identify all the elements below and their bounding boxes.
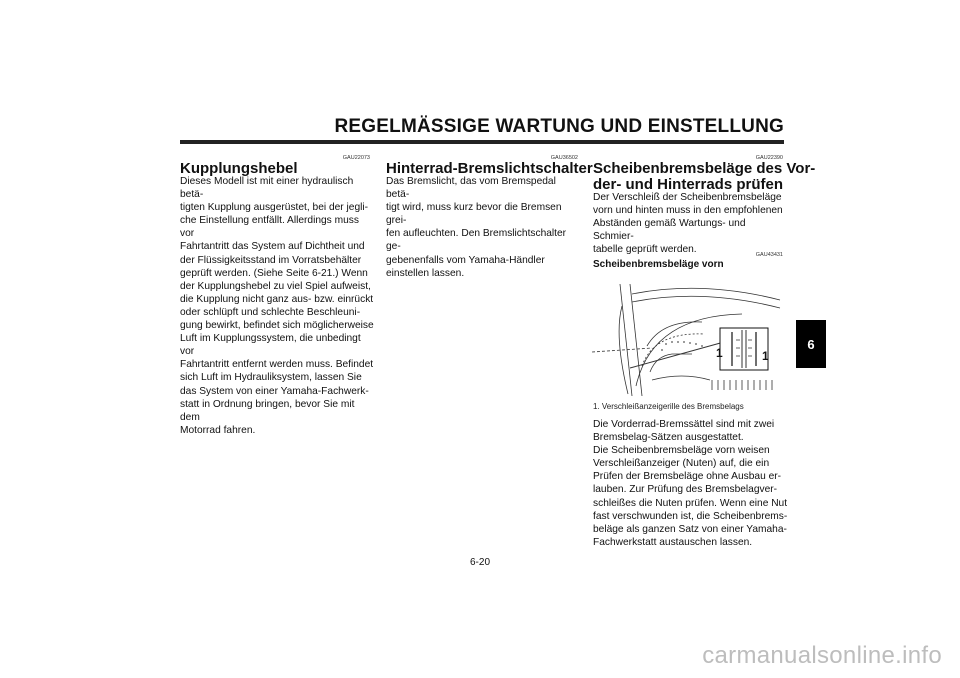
- heading-scheibenbremsbelaege: Scheibenbremsbeläge des Vor- der- und Hinterrads prüfen: [593, 160, 816, 193]
- section-code-vorn: GAU43431: [755, 252, 783, 258]
- chapter-tab: [796, 320, 826, 368]
- section-code-kupplungshebel: GAU22073: [342, 155, 370, 161]
- body-vorn: Die Vorderrad-Bremssättel sind mit zwei Bremsbelag-Sätzen ausgestattet. Die Scheibenbremsbeläge vorn weisen Verschleißanzeiger (Nuten) auf, die ein Prüfen der Bremsbeläge ohne Ausbau er- lauben. Zur Prüfung des Bremsbelagver- schleißes die Nuten prüfen. Wenn eine Nut fast verschwunden ist, die Scheibenbrems- beläge als ganzen Satz von einer Yamaha- Fachwerkstatt austauschen lassen.: [593, 419, 788, 548]
- fork-leg-line: [620, 284, 632, 396]
- page-header-title: REGELMÄSSIGE WARTUNG UND EINSTELLUNG: [334, 116, 784, 137]
- fender-arc-2: [632, 296, 780, 308]
- section-code-scheibenbremsbelaege: GAU22390: [755, 155, 783, 161]
- lower-body: [652, 376, 710, 380]
- heading-vorn: Scheibenbremsbeläge vorn: [593, 259, 724, 270]
- pointer-line: [630, 342, 724, 368]
- figure-label-right: 1: [762, 349, 769, 363]
- axis-dashed: [592, 348, 652, 352]
- brake-pad-figure: [592, 276, 782, 398]
- heading-kupplungshebel: Kupplungshebel: [180, 160, 298, 177]
- figure-label-left: 1: [716, 346, 723, 360]
- heading-bremslichtschalter: Hinterrad-Bremslichtschalter: [386, 160, 593, 177]
- page-number: 6-20: [469, 557, 490, 568]
- figure-caption: 1. Verschleißanzeigerille des Bremsbelags: [593, 402, 744, 411]
- chapter-tab-label: 6: [807, 336, 815, 352]
- ticks: [712, 380, 772, 390]
- body-bremslichtschalter: Das Bremslicht, das vom Bremspedal betä- tigt wird, muss kurz bevor die Bremsen grei- fen aufleuchten. Den Bremslichtschalter ge- gebenenfalls vom Yamaha-Händler einstellen lassen.: [386, 176, 567, 279]
- section-code-bremslichtschalter: GAU36502: [550, 155, 578, 161]
- body-scheibenbremsbelaege: Der Verschleiß der Scheibenbremsbeläge vorn und hinten muss in den empfohlenen Abständen gemäß Wartungs- und Schmier- tabelle geprüft werden.: [593, 192, 783, 256]
- watermark-text: carmanualsonline.info: [702, 642, 942, 669]
- inset-box: [720, 328, 768, 370]
- body-kupplungshebel: Dieses Modell ist mit einer hydraulisch betä- tigten Kupplung ausgerüstet, bei der jegli- che Einstellung entfällt. Allerdings muss vor Fahrtantritt das System auf Dichtheit und der Flüssigkeitsstand im Vorratsbehälter geprüft werden. (Siehe Seite 6-21.) Wenn der Kupplungshebel zu viel Spiel aufweist, die Kupplung nicht ganz aus- bzw. einrückt oder schlüpft und schlechte Beschleuni- gung bewirkt, befindet sich möglicherweise Luft im Kupplungssystem, die unbedingt vor Fahrtantritt entfernt werden muss. Befindet sich Luft im Hydrauliksystem, lassen Sie das System von einer Yamaha-Fachwerk- statt in Ordnung bringen, bevor Sie mit dem Motorrad fahren.: [180, 176, 374, 436]
- header-rule: [180, 140, 784, 144]
